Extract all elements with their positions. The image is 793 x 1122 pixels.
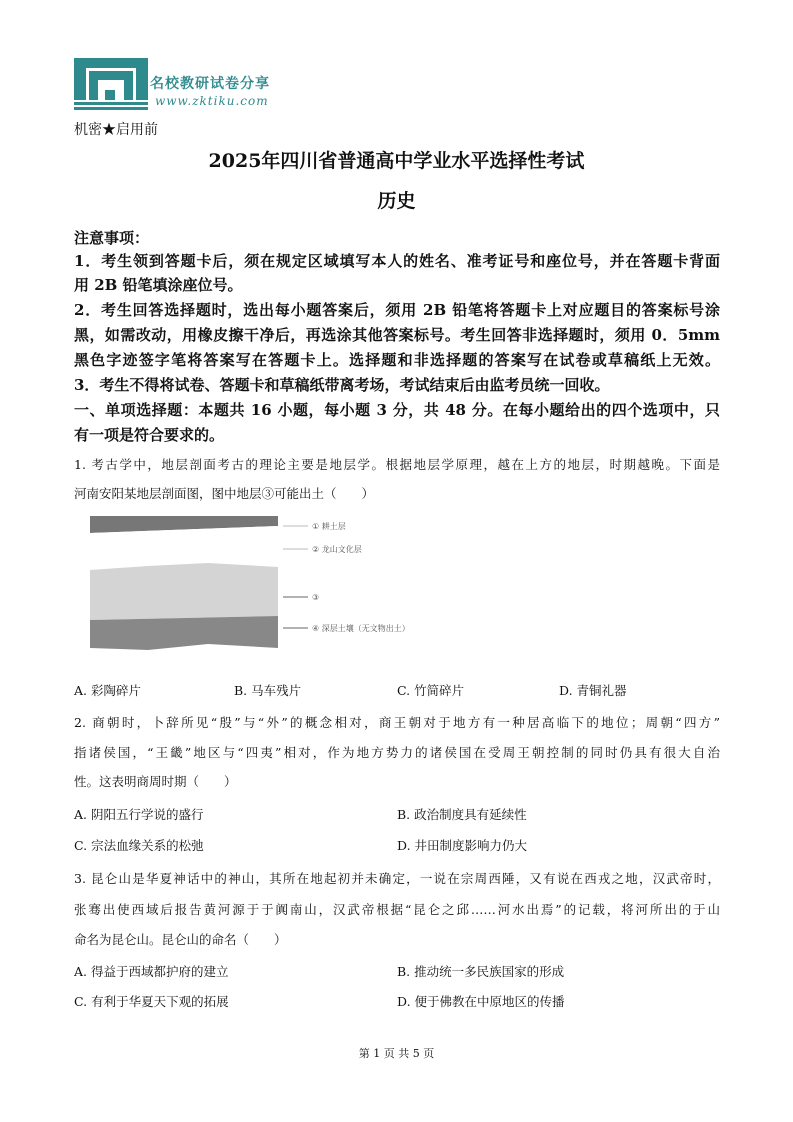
layer-4 [90, 616, 278, 650]
figure-label: ④ 深层土壤（无文物出土） [312, 624, 410, 633]
q2-stem: 性。这表明商周时期（ ） [74, 774, 237, 789]
secret-label: 机密★启用前 [74, 122, 158, 138]
subject-title: 历史 [377, 190, 416, 212]
stratigraphy-figure [88, 512, 438, 652]
notice-line: 黑色字迹签字笔将答案写在答题卡上。选择题和非选择题的答案写在试卷或草稿纸上无效。 [74, 351, 720, 369]
logo-icon [74, 58, 148, 112]
page-title: 2025年四川省普通高中学业水平选择性考试 [208, 150, 585, 172]
q2-option-d[interactable]: D. 井田制度影响力仍大 [397, 838, 528, 853]
figure-label: ① 耕土层 [312, 522, 346, 531]
figure-label: ② 龙山文化层 [312, 545, 362, 554]
section-heading: 一、单项选择题：本题共 16 小题，每小题 3 分，共 48 分。在每小题给出的四个选项中，只 [74, 401, 720, 419]
logo-url: www.zktiku.com [155, 94, 269, 108]
notice-line: 3．考生不得将试卷、答题卡和草稿纸带离考场，考试结束后由监考员统一回收。 [74, 376, 610, 394]
q2-option-a[interactable]: A. 阴阳五行学说的盛行 [74, 807, 204, 822]
q2-option-b[interactable]: B. 政治制度具有延续性 [397, 807, 527, 822]
q3-option-c[interactable]: C. 有利于华夏天下观的拓展 [74, 994, 229, 1009]
logo-name: 名校教研试卷分享 [150, 76, 270, 92]
q1-option-a[interactable]: A. 彩陶碎片 [74, 683, 141, 698]
section-heading: 有一项是符合要求的。 [74, 426, 225, 444]
notice-line: 2．考生回答选择题时，选出每小题答案后，须用 2B 铅笔将答题卡上对应题目的答案标号涂 [74, 301, 720, 319]
q2-stem: 2. 商朝时，卜辞所见“殷”与“外”的概念相对，商王朝对于地方有一种居高临下的地位；周朝“四方” [74, 715, 720, 730]
q3-option-a[interactable]: A. 得益于西域都护府的建立 [74, 964, 229, 979]
q2-stem: 指诸侯国，“王畿”地区与“四夷”相对，作为地方势力的诸侯国在受周王朝控制的同时仍具有很大自治 [74, 745, 720, 760]
q1-option-c[interactable]: C. 竹简碎片 [397, 683, 465, 698]
q3-stem: 3. 昆仑山是华夏神话中的神山，其所在地起初并未确定，一说在宗周西陲，又有说在西戎之地，汉武帝时， [74, 871, 720, 886]
q3-option-b[interactable]: B. 推动统一多民族国家的形成 [397, 964, 565, 979]
q1-option-b[interactable]: B. 马车残片 [234, 683, 302, 698]
layer-3 [90, 563, 278, 620]
notice-line: 黑，如需改动，用橡皮擦干净后，再选涂其他答案标号。考生回答非选择题时，须用 0．5mm [74, 326, 720, 344]
layer-2 [90, 526, 278, 570]
q3-stem: 张骞出使西域后报告黄河源于于阗南山，汉武帝根据“昆仑之邱……河水出焉”的记载，将河所出的于山 [74, 902, 720, 917]
figure-label: ③ [312, 593, 320, 602]
q2-option-c[interactable]: C. 宗法血缘关系的松弛 [74, 838, 204, 853]
q1-option-d[interactable]: D. 青铜礼器 [559, 683, 627, 698]
notice-line: 1．考生领到答题卡后，须在规定区域填写本人的姓名、准考证号和座位号，并在答题卡背面 [74, 252, 720, 270]
notice-heading: 注意事项： [74, 229, 150, 247]
q3-stem: 命名为昆仑山。昆仑山的命名（ ） [74, 932, 287, 947]
page-footer: 第 1 页 共 5 页 [358, 1047, 435, 1060]
notice-line: 用 2B 铅笔填涂座位号。 [74, 276, 243, 294]
q3-option-d[interactable]: D. 便于佛教在中原地区的传播 [397, 994, 565, 1009]
q1-stem: 河南安阳某地层剖面图，图中地层③可能出土（ ） [74, 486, 375, 501]
q1-stem: 1. 考古学中，地层剖面考古的理论主要是地层学。根据地层学原理，越在上方的地层，时期越晚。下面是 [74, 457, 720, 472]
